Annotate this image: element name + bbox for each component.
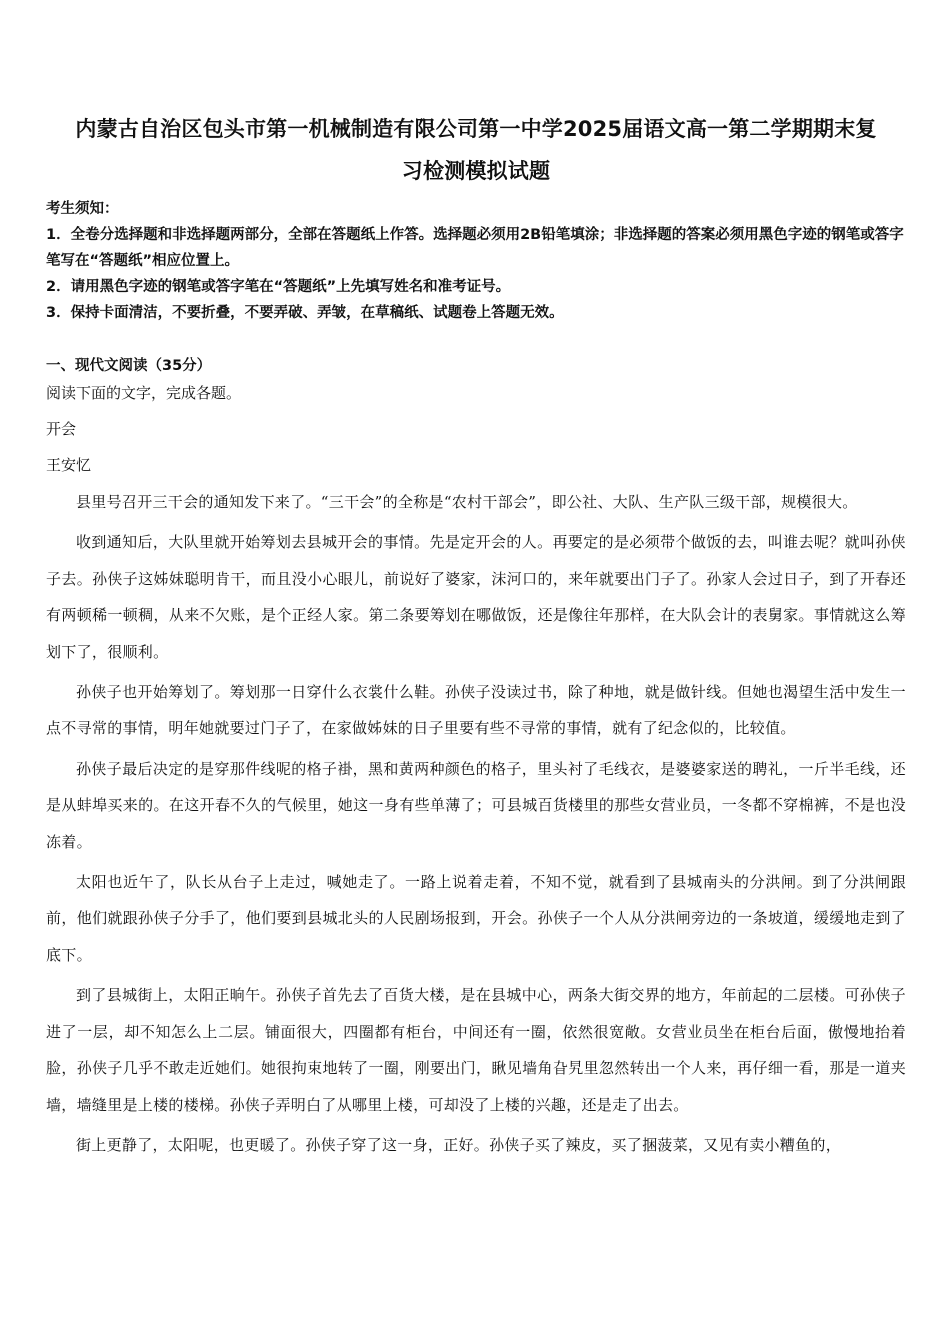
notice-item-2: 2．请用黑色字迹的钢笔或答字笔在“答题纸”上先填写姓名和准考证号。	[46, 279, 511, 295]
article-body	[46, 484, 906, 1163]
candidate-notice	[46, 196, 906, 326]
article-paragraph-6: 到了县城街上，太阳正晌午。孙侠子首先去了百货大楼，是在县城中心，两条大街交界的地方，年前起的二层楼。可孙侠子进了一层，却不知怎么上二层。铺面很大，四圈都有柜台，中间还有一圈，依然很宽敞。女营业员坐在柜台后面，傲慢地抬着脸，孙侠子几乎不敢走近她们。她很拘束地转了一圈，刚要出门，瞅见墙角旮旯里忽然转出一个人来，再仔细一看，那是一道夹墙，墙缝里是上楼的楼梯。孙侠子弄明白了从哪里上楼，可却没了上楼的兴趣，还是走了出去。	[46, 986, 906, 1114]
exam-title-line-2: 习检测模拟试题	[401, 159, 551, 183]
exam-title	[46, 0, 906, 192]
article-paragraph-7: 街上更静了，太阳呢，也更暖了。孙侠子穿了这一身，正好。孙侠子买了辣皮，买了捆菠菜，又见有卖小糟鱼的，	[76, 1135, 842, 1154]
article-paragraph-5: 太阳也近午了，队长从台子上走过，喊她走了。一路上说着走着，不知不觉，就看到了县城南头的分洪闸。到了分洪闸跟前，他们就跟孙侠子分手了，他们要到县城北头的人民剧场报到，开会。孙侠子一个人从分洪闸旁边的一条坡道，缓缓地走到了底下。	[46, 873, 906, 964]
article-paragraph-2: 收到通知后，大队里就开始筹划去县城开会的事情。先是定开会的人。再要定的是必须带个做饭的去，叫谁去呢？就叫孙侠子去。孙侠子这姊妹聪明肯干，而且没小心眼儿，前说好了婆家，沫河口的，来年就要出门子了。孙家人会过日子，到了开春还有两顿稀一顿稠，从来不欠账，是个正经人家。第二条要筹划在哪做饭，还是像往年那样，在大队会计的表舅家。事情就这么筹划下了，很顺利。	[46, 533, 906, 661]
section-instruction: 阅读下面的文字，完成各题。	[46, 384, 242, 402]
notice-heading: 考生须知：	[46, 201, 119, 217]
section-heading: 一、现代文阅读（35分）	[46, 358, 212, 374]
article-author: 王安忆	[46, 456, 92, 474]
article-title: 开会	[46, 420, 77, 438]
article-paragraph-3: 孙侠子也开始筹划了。筹划那一日穿什么衣裳什么鞋。孙侠子没读过书，除了种地，就是做针线。但她也渴望生活中发生一点不寻常的事情，明年她就要过门子了，在家做姊妹的日子里要有些不寻常的事情，就有了纪念似的，比较值。	[46, 683, 906, 738]
article-paragraph-1: 县里号召开三干会的通知发下来了。“三干会”的全称是“农村干部会”，即公社、大队、生产队三级干部，规模很大。	[76, 493, 858, 511]
exam-title-line-1: 内蒙古自治区包头市第一机械制造有限公司第一中学2025届语文高一第二学期期末复	[75, 117, 877, 141]
notice-item-3: 3．保持卡面清洁，不要折叠，不要弄破、弄皱，在草稿纸、试题卷上答题无效。	[46, 305, 564, 321]
article-paragraph-4: 孙侠子最后决定的是穿那件线呢的格子褂，黑和黄两种颜色的格子，里头衬了毛线衣，是婆婆家送的聘礼，一斤半毛线，还是从蚌埠买来的。在这开春不久的气候里，她这一身有些单薄了；可县城百货楼里的那些女营业员，一冬都不穿棉裤，不是也没冻着。	[46, 759, 906, 851]
notice-item-1: 1．全卷分选择题和非选择题两部分，全部在答题纸上作答。选择题必须用2B铅笔填涂；非选择题的答案必须用黑色字迹的钢笔或答字笔写在“答题纸”相应位置上。	[46, 227, 904, 269]
